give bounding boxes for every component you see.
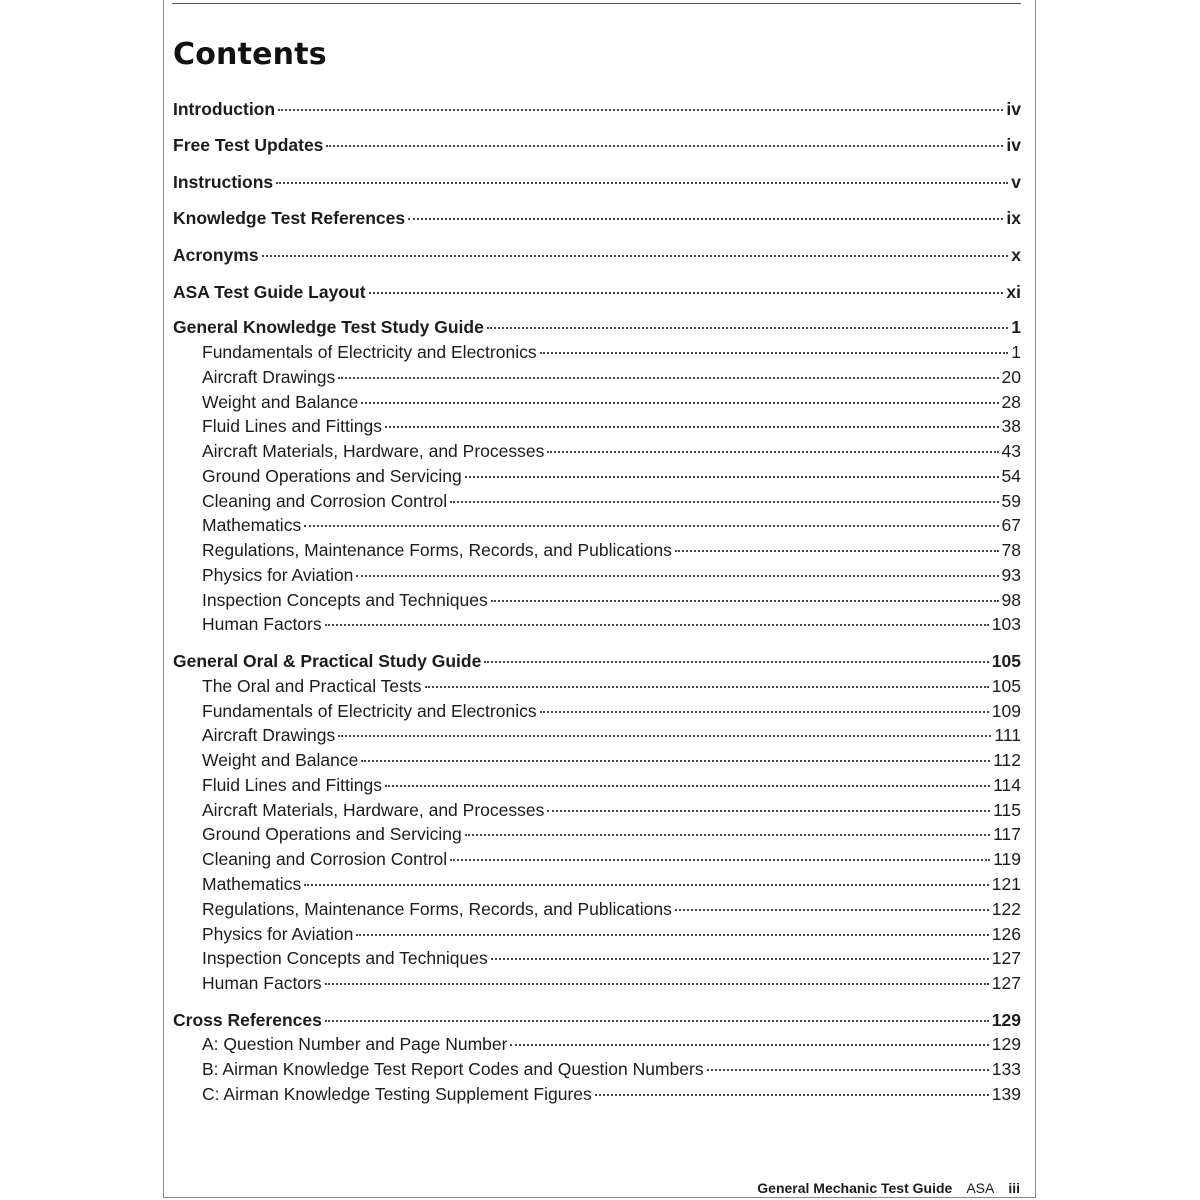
dot-leader: [385, 785, 990, 787]
toc-entry-page-number: ix: [1006, 208, 1021, 228]
toc-entry-label: C: Airman Knowledge Testing Supplement Figures: [202, 1084, 592, 1104]
toc-entry-label: Knowledge Test References: [173, 208, 406, 228]
dot-leader: [326, 145, 1003, 147]
toc-section-entry[interactable]: [173, 133, 1021, 157]
toc-entry-page-number: 98: [1001, 590, 1021, 610]
dot-leader: [356, 934, 988, 936]
toc-subsection-entry[interactable]: [202, 414, 1021, 438]
toc-subsection-entry[interactable]: [202, 872, 1021, 896]
toc-entry-page-number: iv: [1006, 99, 1021, 119]
toc-subsection-entry[interactable]: [202, 1032, 1021, 1056]
toc-subsection-entry[interactable]: [202, 365, 1021, 389]
dot-leader: [278, 109, 1003, 111]
toc-entry-label: Ground Operations and Servicing: [202, 824, 462, 844]
toc-entry-page-number: 93: [1001, 565, 1021, 585]
toc-subsection-entry[interactable]: [202, 723, 1021, 747]
toc-entry-label: Cleaning and Corrosion Control: [202, 491, 448, 511]
dot-leader: [675, 550, 999, 552]
toc-subsection-entry[interactable]: [202, 922, 1021, 946]
footer-publisher: ASA: [966, 1180, 995, 1196]
dot-leader: [385, 426, 999, 428]
toc-section-entry[interactable]: [173, 315, 1021, 339]
toc-entry-page-number: 127: [991, 948, 1021, 968]
toc-entry-page-number: 38: [1001, 416, 1021, 436]
toc-entry-label: Aircraft Drawings: [202, 725, 336, 745]
toc-entry-label: Weight and Balance: [202, 392, 359, 412]
toc-entry-page-number: 105: [991, 651, 1021, 671]
top-rule: [172, 3, 1021, 4]
dot-leader: [465, 476, 999, 478]
footer-book-title: General Mechanic Test Guide: [757, 1180, 953, 1196]
toc-section-entry[interactable]: [173, 280, 1021, 304]
toc-subsection-entry[interactable]: [202, 1057, 1021, 1081]
toc-entry-label: Aircraft Materials, Hardware, and Processes: [202, 441, 545, 461]
dot-leader: [276, 182, 1008, 184]
toc-entry-label: Fundamentals of Electricity and Electronics: [202, 701, 537, 721]
dot-leader: [408, 218, 1003, 220]
toc-entry-label: A: Question Number and Page Number: [202, 1034, 508, 1054]
dot-leader: [487, 327, 1008, 329]
toc-entry-page-number: 119: [993, 849, 1021, 869]
dot-leader: [304, 884, 989, 886]
toc-entry-label: Weight and Balance: [202, 750, 359, 770]
toc-section-entry[interactable]: [173, 649, 1021, 673]
toc-subsection-entry[interactable]: [202, 946, 1021, 970]
toc-entry-label: Inspection Concepts and Techniques: [202, 948, 488, 968]
dot-leader: [356, 575, 998, 577]
toc-entry-page-number: 117: [993, 824, 1021, 844]
toc-subsection-entry[interactable]: [202, 748, 1021, 772]
toc-section-entry[interactable]: [173, 206, 1021, 230]
toc-entry-label: B: Airman Knowledge Test Report Codes and Question Numbers: [202, 1059, 704, 1079]
dot-leader: [450, 859, 990, 861]
toc-entry-page-number: 114: [993, 775, 1021, 795]
toc-subsection-entry[interactable]: [202, 674, 1021, 698]
toc-subsection-entry[interactable]: [202, 390, 1021, 414]
toc-entry-page-number: iv: [1006, 135, 1021, 155]
toc-entry-label: Instructions: [173, 172, 274, 192]
toc-entry-label: Fluid Lines and Fittings: [202, 775, 382, 795]
toc-subsection-entry[interactable]: [202, 612, 1021, 636]
toc-entry-page-number: 139: [991, 1084, 1021, 1104]
toc-entry-label: Acronyms: [173, 245, 259, 265]
toc-subsection-entry[interactable]: [202, 464, 1021, 488]
toc-entry-label: Ground Operations and Servicing: [202, 466, 462, 486]
toc-entry-page-number: 78: [1001, 540, 1021, 560]
toc-entry-label: Cleaning and Corrosion Control: [202, 849, 448, 869]
dot-leader: [325, 1020, 989, 1022]
toc-entry-label: ASA Test Guide Layout: [173, 282, 366, 302]
toc-entry-label: Aircraft Materials, Hardware, and Processes: [202, 800, 545, 820]
toc-entry-label: The Oral and Practical Tests: [202, 676, 422, 696]
dot-leader: [361, 760, 990, 762]
dot-leader: [450, 501, 998, 503]
dot-leader: [484, 661, 988, 663]
toc-entry-label: Human Factors: [202, 973, 322, 993]
dot-leader: [338, 377, 998, 379]
toc-entry-label: Fluid Lines and Fittings: [202, 416, 382, 436]
toc-entry-page-number: 129: [991, 1010, 1021, 1030]
toc-entry-page-number: 54: [1001, 466, 1021, 486]
toc-entry-page-number: 121: [991, 874, 1021, 894]
toc-entry-page-number: 115: [993, 800, 1021, 820]
toc-subsection-entry[interactable]: [202, 340, 1021, 364]
dot-leader: [707, 1069, 989, 1071]
dot-leader: [361, 402, 998, 404]
toc-entry-page-number: 43: [1001, 441, 1021, 461]
footer-page-number: iii: [1008, 1180, 1020, 1196]
dot-leader: [465, 834, 990, 836]
toc-entry-label: Fundamentals of Electricity and Electronics: [202, 342, 537, 362]
toc-section-entry[interactable]: [173, 1008, 1021, 1032]
dot-leader: [675, 909, 989, 911]
toc-entry-label: Free Test Updates: [173, 135, 324, 155]
toc-entry-label: Physics for Aviation: [202, 924, 354, 944]
dot-leader: [262, 255, 1009, 257]
toc-entry-label: Regulations, Maintenance Forms, Records, and Publications: [202, 899, 672, 919]
page-title: Contents: [173, 37, 327, 72]
toc-subsection-entry[interactable]: [202, 439, 1021, 463]
toc-subsection-entry[interactable]: [202, 822, 1021, 846]
toc-entry-page-number: 1: [1011, 342, 1021, 362]
toc-subsection-entry[interactable]: [202, 538, 1021, 562]
toc-entry-page-number: 129: [991, 1034, 1021, 1054]
toc-entry-page-number: 1: [1011, 317, 1021, 337]
dot-leader: [540, 711, 989, 713]
toc-entry-label: Introduction: [173, 99, 276, 119]
toc-entry-label: Mathematics: [202, 515, 302, 535]
toc-entry-page-number: xi: [1006, 282, 1021, 302]
toc-entry-page-number: 28: [1001, 392, 1021, 412]
toc-entry-page-number: 122: [991, 899, 1021, 919]
toc-entry-page-number: 112: [993, 750, 1021, 770]
page-footer: [757, 1180, 1020, 1196]
toc-entry-label: Mathematics: [202, 874, 302, 894]
toc-entry-page-number: v: [1011, 172, 1021, 192]
toc-subsection-entry[interactable]: [202, 971, 1021, 995]
toc-entry-page-number: x: [1011, 245, 1021, 265]
toc-subsection-entry[interactable]: [202, 699, 1021, 723]
toc-entry-page-number: 59: [1001, 491, 1021, 511]
dot-leader: [491, 600, 999, 602]
toc-subsection-entry[interactable]: [202, 773, 1021, 797]
dot-leader: [369, 292, 1004, 294]
toc-entry-label: Regulations, Maintenance Forms, Records, and Publications: [202, 540, 672, 560]
toc-entry-page-number: 127: [991, 973, 1021, 993]
toc-entry-label: Physics for Aviation: [202, 565, 354, 585]
toc-entry-page-number: 133: [991, 1059, 1021, 1079]
dot-leader: [491, 958, 989, 960]
toc-entry-label: Cross References: [173, 1010, 322, 1030]
toc-section-entry[interactable]: [173, 243, 1021, 267]
toc-section-entry[interactable]: [173, 170, 1021, 194]
toc-entry-page-number: 126: [991, 924, 1021, 944]
toc-entry-page-number: 105: [991, 676, 1021, 696]
toc-entry-label: Human Factors: [202, 614, 322, 634]
dot-leader: [547, 810, 990, 812]
toc-entry-label: General Oral & Practical Study Guide: [173, 651, 482, 671]
toc-entry-label: Aircraft Drawings: [202, 367, 336, 387]
toc-subsection-entry[interactable]: [202, 798, 1021, 822]
dot-leader: [425, 686, 989, 688]
toc-entry-label: Inspection Concepts and Techniques: [202, 590, 488, 610]
toc-subsection-entry[interactable]: [202, 1082, 1021, 1106]
toc-entry-page-number: 67: [1001, 515, 1021, 535]
toc-entry-page-number: 109: [991, 701, 1021, 721]
toc-subsection-entry[interactable]: [202, 897, 1021, 921]
toc-entry-page-number: 103: [991, 614, 1021, 634]
dot-leader: [547, 451, 998, 453]
toc-entry-page-number: 20: [1001, 367, 1021, 387]
dot-leader: [540, 352, 1009, 354]
toc-subsection-entry[interactable]: [202, 847, 1021, 871]
dot-leader: [325, 624, 989, 626]
toc-section-entry[interactable]: [173, 97, 1021, 121]
toc-subsection-entry[interactable]: [202, 489, 1021, 513]
toc-subsection-entry[interactable]: [202, 513, 1021, 537]
dot-leader: [338, 735, 991, 737]
toc-subsection-entry[interactable]: [202, 563, 1021, 587]
toc-entry-page-number: 111: [994, 725, 1021, 745]
toc-subsection-entry[interactable]: [202, 588, 1021, 612]
dot-leader: [510, 1044, 988, 1046]
dot-leader: [595, 1094, 989, 1096]
dot-leader: [304, 525, 998, 527]
dot-leader: [325, 983, 989, 985]
toc-entry-label: General Knowledge Test Study Guide: [173, 317, 484, 337]
